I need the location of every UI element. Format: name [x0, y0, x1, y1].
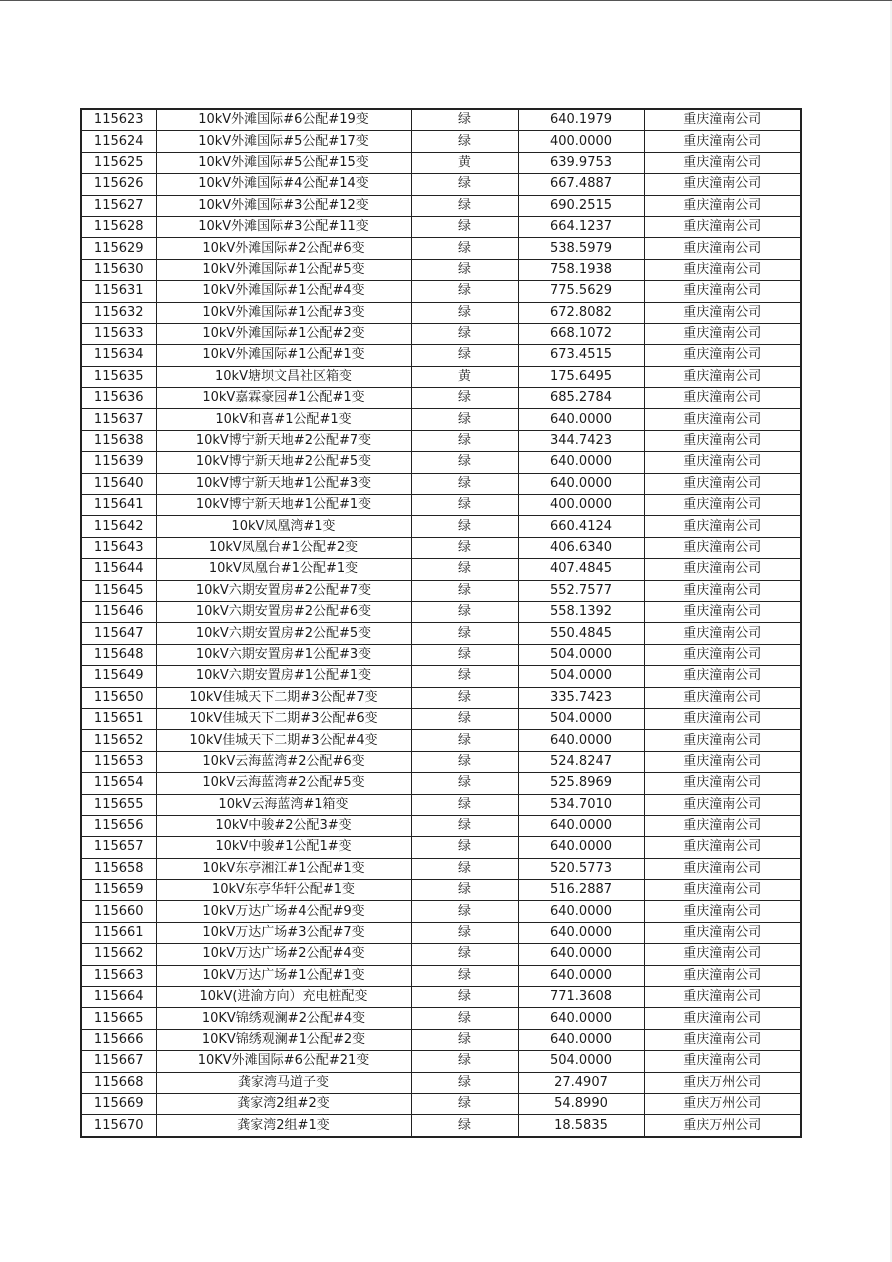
- cell-status: 绿: [411, 1115, 518, 1137]
- cell-id: 115623: [81, 109, 156, 131]
- cell-company: 重庆潼南公司: [644, 409, 801, 430]
- cell-name: 10kV佳城天下二期#3公配#6变: [156, 708, 411, 729]
- cell-status: 绿: [411, 1029, 518, 1050]
- cell-company: 重庆潼南公司: [644, 388, 801, 409]
- table-row: [81, 495, 801, 516]
- cell-company: 重庆万州公司: [644, 1115, 801, 1137]
- table-row: [81, 644, 801, 665]
- cell-name: 10kV外滩国际#3公配#11变: [156, 216, 411, 237]
- cell-name: 10kV云海蓝湾#2公配#5变: [156, 773, 411, 794]
- cell-name: 10kV博宁新天地#2公配#5变: [156, 452, 411, 473]
- cell-name: 10kV东亭湘江#1公配#1变: [156, 858, 411, 879]
- cell-company: 重庆潼南公司: [644, 1029, 801, 1050]
- cell-name: 10kV外滩国际#1公配#1变: [156, 345, 411, 366]
- cell-company: 重庆潼南公司: [644, 430, 801, 451]
- cell-id: 115642: [81, 516, 156, 537]
- cell-company: 重庆潼南公司: [644, 195, 801, 216]
- cell-status: 绿: [411, 238, 518, 259]
- cell-status: 绿: [411, 880, 518, 901]
- cell-id: 115661: [81, 922, 156, 943]
- cell-id: 115663: [81, 965, 156, 986]
- cell-value: 18.5835: [518, 1115, 644, 1137]
- cell-company: 重庆潼南公司: [644, 751, 801, 772]
- cell-company: 重庆潼南公司: [644, 773, 801, 794]
- cell-status: 绿: [411, 323, 518, 344]
- cell-status: 绿: [411, 794, 518, 815]
- cell-value: 552.7577: [518, 580, 644, 601]
- cell-name: 10kV佳城天下二期#3公配#4变: [156, 730, 411, 751]
- cell-name: 10kV万达广场#3公配#7变: [156, 922, 411, 943]
- cell-value: 640.0000: [518, 922, 644, 943]
- cell-status: 绿: [411, 773, 518, 794]
- cell-id: 115656: [81, 815, 156, 836]
- cell-id: 115634: [81, 345, 156, 366]
- table-row: [81, 323, 801, 344]
- cell-id: 115655: [81, 794, 156, 815]
- table-row: [81, 366, 801, 387]
- cell-id: 115670: [81, 1115, 156, 1137]
- cell-id: 115626: [81, 174, 156, 195]
- cell-status: 绿: [411, 131, 518, 152]
- cell-name: 龚家湾2组#2变: [156, 1093, 411, 1114]
- cell-status: 绿: [411, 837, 518, 858]
- cell-status: 绿: [411, 216, 518, 237]
- cell-id: 115657: [81, 837, 156, 858]
- cell-name: 10kV凤凰湾#1变: [156, 516, 411, 537]
- cell-name: 10kV万达广场#2公配#4变: [156, 944, 411, 965]
- cell-company: 重庆潼南公司: [644, 302, 801, 323]
- cell-value: 516.2887: [518, 880, 644, 901]
- cell-value: 406.6340: [518, 537, 644, 558]
- table-row: [81, 516, 801, 537]
- cell-status: 绿: [411, 1072, 518, 1093]
- cell-company: 重庆潼南公司: [644, 580, 801, 601]
- cell-company: 重庆潼南公司: [644, 794, 801, 815]
- cell-name: 10kV中骏#1公配1#变: [156, 837, 411, 858]
- cell-name: 10kV东亭华轩公配#1变: [156, 880, 411, 901]
- cell-value: 640.0000: [518, 837, 644, 858]
- cell-value: 534.7010: [518, 794, 644, 815]
- table-row: [81, 195, 801, 216]
- cell-id: 115652: [81, 730, 156, 751]
- cell-id: 115641: [81, 495, 156, 516]
- cell-id: 115637: [81, 409, 156, 430]
- cell-id: 115635: [81, 366, 156, 387]
- cell-value: 640.0000: [518, 901, 644, 922]
- table-row: [81, 216, 801, 237]
- table-row: [81, 880, 801, 901]
- cell-value: 640.0000: [518, 473, 644, 494]
- cell-name: 10kV和喜#1公配#1变: [156, 409, 411, 430]
- cell-id: 115648: [81, 644, 156, 665]
- cell-name: 10kV外滩国际#1公配#2变: [156, 323, 411, 344]
- cell-status: 绿: [411, 901, 518, 922]
- cell-status: 绿: [411, 345, 518, 366]
- cell-value: 407.4845: [518, 559, 644, 580]
- cell-name: 10KV外滩国际#6公配#21变: [156, 1051, 411, 1072]
- table-row: [81, 1093, 801, 1114]
- cell-value: 54.8990: [518, 1093, 644, 1114]
- cell-value: 667.4887: [518, 174, 644, 195]
- cell-status: 绿: [411, 409, 518, 430]
- table-row: [81, 580, 801, 601]
- cell-company: 重庆潼南公司: [644, 152, 801, 173]
- table-row: [81, 751, 801, 772]
- cell-value: 558.1392: [518, 601, 644, 622]
- cell-name: 10kV六期安置房#2公配#7变: [156, 580, 411, 601]
- cell-company: 重庆潼南公司: [644, 452, 801, 473]
- cell-name: 10kV云海蓝湾#1箱变: [156, 794, 411, 815]
- cell-status: 绿: [411, 473, 518, 494]
- table-row: [81, 109, 801, 131]
- cell-value: 775.5629: [518, 281, 644, 302]
- cell-id: 115633: [81, 323, 156, 344]
- cell-status: 绿: [411, 516, 518, 537]
- cell-value: 504.0000: [518, 666, 644, 687]
- table-row: [81, 409, 801, 430]
- cell-value: 668.1072: [518, 323, 644, 344]
- cell-status: 绿: [411, 858, 518, 879]
- cell-name: 10kV塘坝文昌社区箱变: [156, 366, 411, 387]
- cell-name: 10kV嘉霖豪园#1公配#1变: [156, 388, 411, 409]
- table-row: [81, 794, 801, 815]
- cell-value: 758.1938: [518, 259, 644, 280]
- cell-name: 10kV万达广场#4公配#9变: [156, 901, 411, 922]
- table-row: [81, 666, 801, 687]
- transformer-data-table: [80, 108, 802, 1138]
- cell-id: 115650: [81, 687, 156, 708]
- cell-id: 115659: [81, 880, 156, 901]
- cell-company: 重庆潼南公司: [644, 259, 801, 280]
- cell-status: 绿: [411, 623, 518, 644]
- cell-id: 115638: [81, 430, 156, 451]
- table-body: [81, 109, 801, 1137]
- cell-status: 绿: [411, 430, 518, 451]
- cell-company: 重庆潼南公司: [644, 516, 801, 537]
- cell-value: 175.6495: [518, 366, 644, 387]
- cell-value: 660.4124: [518, 516, 644, 537]
- cell-company: 重庆潼南公司: [644, 366, 801, 387]
- cell-company: 重庆潼南公司: [644, 601, 801, 622]
- cell-name: 10kV外滩国际#3公配#12变: [156, 195, 411, 216]
- cell-company: 重庆潼南公司: [644, 987, 801, 1008]
- cell-id: 115664: [81, 987, 156, 1008]
- table-row: [81, 388, 801, 409]
- cell-value: 400.0000: [518, 131, 644, 152]
- cell-company: 重庆潼南公司: [644, 644, 801, 665]
- cell-value: 640.0000: [518, 730, 644, 751]
- cell-name: 10kV云海蓝湾#2公配#6变: [156, 751, 411, 772]
- cell-status: 绿: [411, 1093, 518, 1114]
- cell-status: 绿: [411, 815, 518, 836]
- cell-company: 重庆潼南公司: [644, 238, 801, 259]
- cell-value: 639.9753: [518, 152, 644, 173]
- cell-name: 10kV(进渝方向）充电桩配变: [156, 987, 411, 1008]
- page-top-border: [0, 0, 892, 1]
- table-row: [81, 815, 801, 836]
- cell-value: 520.5773: [518, 858, 644, 879]
- table-row: [81, 559, 801, 580]
- cell-name: 10kV外滩国际#4公配#14变: [156, 174, 411, 195]
- cell-value: 538.5979: [518, 238, 644, 259]
- cell-value: 335.7423: [518, 687, 644, 708]
- table-row: [81, 858, 801, 879]
- cell-status: 绿: [411, 730, 518, 751]
- table-row: [81, 837, 801, 858]
- cell-status: 绿: [411, 281, 518, 302]
- cell-status: 绿: [411, 452, 518, 473]
- cell-company: 重庆潼南公司: [644, 559, 801, 580]
- cell-name: 10kV外滩国际#5公配#15变: [156, 152, 411, 173]
- cell-name: 10kV六期安置房#1公配#1变: [156, 666, 411, 687]
- cell-company: 重庆潼南公司: [644, 323, 801, 344]
- cell-name: 10kV凤凰台#1公配#1变: [156, 559, 411, 580]
- table-row: [81, 259, 801, 280]
- cell-status: 绿: [411, 601, 518, 622]
- table-row: [81, 152, 801, 173]
- cell-company: 重庆潼南公司: [644, 687, 801, 708]
- cell-company: 重庆潼南公司: [644, 730, 801, 751]
- cell-id: 115632: [81, 302, 156, 323]
- cell-value: 640.0000: [518, 965, 644, 986]
- cell-value: 400.0000: [518, 495, 644, 516]
- cell-id: 115662: [81, 944, 156, 965]
- cell-id: 115628: [81, 216, 156, 237]
- cell-id: 115658: [81, 858, 156, 879]
- table-row: [81, 987, 801, 1008]
- cell-company: 重庆万州公司: [644, 1072, 801, 1093]
- cell-status: 黄: [411, 152, 518, 173]
- cell-value: 771.3608: [518, 987, 644, 1008]
- cell-name: 龚家湾马道子变: [156, 1072, 411, 1093]
- cell-name: 10kV外滩国际#1公配#4变: [156, 281, 411, 302]
- cell-status: 绿: [411, 195, 518, 216]
- cell-value: 673.4515: [518, 345, 644, 366]
- cell-company: 重庆潼南公司: [644, 837, 801, 858]
- cell-name: 龚家湾2组#1变: [156, 1115, 411, 1137]
- cell-value: 664.1237: [518, 216, 644, 237]
- cell-company: 重庆潼南公司: [644, 216, 801, 237]
- cell-company: 重庆潼南公司: [644, 537, 801, 558]
- cell-company: 重庆潼南公司: [644, 495, 801, 516]
- cell-value: 27.4907: [518, 1072, 644, 1093]
- cell-status: 绿: [411, 495, 518, 516]
- cell-value: 504.0000: [518, 644, 644, 665]
- cell-value: 525.8969: [518, 773, 644, 794]
- cell-name: 10kV外滩国际#5公配#17变: [156, 131, 411, 152]
- table-row: [81, 687, 801, 708]
- table-row: [81, 944, 801, 965]
- cell-status: 绿: [411, 987, 518, 1008]
- cell-id: 115639: [81, 452, 156, 473]
- cell-id: 115644: [81, 559, 156, 580]
- cell-company: 重庆潼南公司: [644, 901, 801, 922]
- cell-company: 重庆潼南公司: [644, 880, 801, 901]
- cell-value: 640.0000: [518, 452, 644, 473]
- table-row: [81, 281, 801, 302]
- cell-status: 绿: [411, 666, 518, 687]
- cell-value: 640.0000: [518, 1008, 644, 1029]
- cell-company: 重庆潼南公司: [644, 1051, 801, 1072]
- cell-status: 黄: [411, 366, 518, 387]
- table-row: [81, 623, 801, 644]
- cell-value: 640.0000: [518, 944, 644, 965]
- table-row: [81, 452, 801, 473]
- cell-value: 504.0000: [518, 708, 644, 729]
- cell-status: 绿: [411, 109, 518, 131]
- cell-value: 640.0000: [518, 1029, 644, 1050]
- cell-name: 10KV锦绣观澜#1公配#2变: [156, 1029, 411, 1050]
- cell-name: 10kV万达广场#1公配#1变: [156, 965, 411, 986]
- table-row: [81, 901, 801, 922]
- cell-value: 690.2515: [518, 195, 644, 216]
- cell-id: 115665: [81, 1008, 156, 1029]
- table-row: [81, 601, 801, 622]
- cell-company: 重庆潼南公司: [644, 858, 801, 879]
- cell-company: 重庆潼南公司: [644, 922, 801, 943]
- cell-company: 重庆潼南公司: [644, 473, 801, 494]
- cell-company: 重庆潼南公司: [644, 965, 801, 986]
- table-row: [81, 965, 801, 986]
- table-row: [81, 708, 801, 729]
- cell-id: 115643: [81, 537, 156, 558]
- cell-value: 550.4845: [518, 623, 644, 644]
- cell-status: 绿: [411, 580, 518, 601]
- cell-status: 绿: [411, 644, 518, 665]
- cell-value: 672.8082: [518, 302, 644, 323]
- cell-id: 115668: [81, 1072, 156, 1093]
- cell-company: 重庆万州公司: [644, 1093, 801, 1114]
- cell-company: 重庆潼南公司: [644, 131, 801, 152]
- cell-status: 绿: [411, 302, 518, 323]
- cell-name: 10kV外滩国际#1公配#5变: [156, 259, 411, 280]
- table-row: [81, 345, 801, 366]
- cell-id: 115660: [81, 901, 156, 922]
- cell-company: 重庆潼南公司: [644, 944, 801, 965]
- table-row: [81, 430, 801, 451]
- table-row: [81, 473, 801, 494]
- cell-name: 10kV六期安置房#2公配#6变: [156, 601, 411, 622]
- cell-company: 重庆潼南公司: [644, 1008, 801, 1029]
- cell-value: 344.7423: [518, 430, 644, 451]
- cell-id: 115667: [81, 1051, 156, 1072]
- cell-name: 10kV六期安置房#2公配#5变: [156, 623, 411, 644]
- cell-id: 115654: [81, 773, 156, 794]
- cell-id: 115630: [81, 259, 156, 280]
- table-row: [81, 1072, 801, 1093]
- cell-status: 绿: [411, 259, 518, 280]
- cell-id: 115649: [81, 666, 156, 687]
- cell-status: 绿: [411, 537, 518, 558]
- table-row: [81, 537, 801, 558]
- cell-id: 115636: [81, 388, 156, 409]
- cell-status: 绿: [411, 1008, 518, 1029]
- cell-id: 115627: [81, 195, 156, 216]
- cell-company: 重庆潼南公司: [644, 109, 801, 131]
- cell-status: 绿: [411, 708, 518, 729]
- cell-company: 重庆潼南公司: [644, 174, 801, 195]
- cell-company: 重庆潼南公司: [644, 345, 801, 366]
- cell-id: 115645: [81, 580, 156, 601]
- table-row: [81, 238, 801, 259]
- table-row: [81, 1115, 801, 1137]
- cell-value: 640.0000: [518, 815, 644, 836]
- cell-status: 绿: [411, 174, 518, 195]
- cell-id: 115647: [81, 623, 156, 644]
- table-row: [81, 922, 801, 943]
- cell-name: 10kV博宁新天地#1公配#1变: [156, 495, 411, 516]
- cell-status: 绿: [411, 751, 518, 772]
- table-row: [81, 1051, 801, 1072]
- table-row: [81, 730, 801, 751]
- cell-id: 115653: [81, 751, 156, 772]
- cell-company: 重庆潼南公司: [644, 666, 801, 687]
- cell-id: 115666: [81, 1029, 156, 1050]
- cell-company: 重庆潼南公司: [644, 708, 801, 729]
- cell-company: 重庆潼南公司: [644, 815, 801, 836]
- cell-name: 10kV外滩国际#1公配#3变: [156, 302, 411, 323]
- cell-id: 115624: [81, 131, 156, 152]
- cell-status: 绿: [411, 1051, 518, 1072]
- table-row: [81, 174, 801, 195]
- cell-value: 524.8247: [518, 751, 644, 772]
- cell-name: 10KV锦绣观澜#2公配#4变: [156, 1008, 411, 1029]
- cell-value: 685.2784: [518, 388, 644, 409]
- cell-status: 绿: [411, 922, 518, 943]
- cell-id: 115625: [81, 152, 156, 173]
- cell-id: 115640: [81, 473, 156, 494]
- cell-name: 10kV博宁新天地#2公配#7变: [156, 430, 411, 451]
- cell-status: 绿: [411, 944, 518, 965]
- cell-company: 重庆潼南公司: [644, 281, 801, 302]
- cell-name: 10kV中骏#2公配3#变: [156, 815, 411, 836]
- cell-name: 10kV外滩国际#6公配#19变: [156, 109, 411, 131]
- cell-status: 绿: [411, 965, 518, 986]
- cell-status: 绿: [411, 687, 518, 708]
- cell-name: 10kV凤凰台#1公配#2变: [156, 537, 411, 558]
- table-row: [81, 302, 801, 323]
- cell-name: 10kV六期安置房#1公配#3变: [156, 644, 411, 665]
- cell-status: 绿: [411, 559, 518, 580]
- cell-name: 10kV外滩国际#2公配#6变: [156, 238, 411, 259]
- table-row: [81, 1029, 801, 1050]
- cell-name: 10kV博宁新天地#1公配#3变: [156, 473, 411, 494]
- cell-id: 115629: [81, 238, 156, 259]
- cell-value: 504.0000: [518, 1051, 644, 1072]
- table-row: [81, 1008, 801, 1029]
- cell-value: 640.1979: [518, 109, 644, 131]
- cell-status: 绿: [411, 388, 518, 409]
- cell-id: 115669: [81, 1093, 156, 1114]
- cell-name: 10kV佳城天下二期#3公配#7变: [156, 687, 411, 708]
- table-row: [81, 773, 801, 794]
- cell-id: 115651: [81, 708, 156, 729]
- cell-id: 115646: [81, 601, 156, 622]
- cell-id: 115631: [81, 281, 156, 302]
- cell-value: 640.0000: [518, 409, 644, 430]
- table-row: [81, 131, 801, 152]
- cell-company: 重庆潼南公司: [644, 623, 801, 644]
